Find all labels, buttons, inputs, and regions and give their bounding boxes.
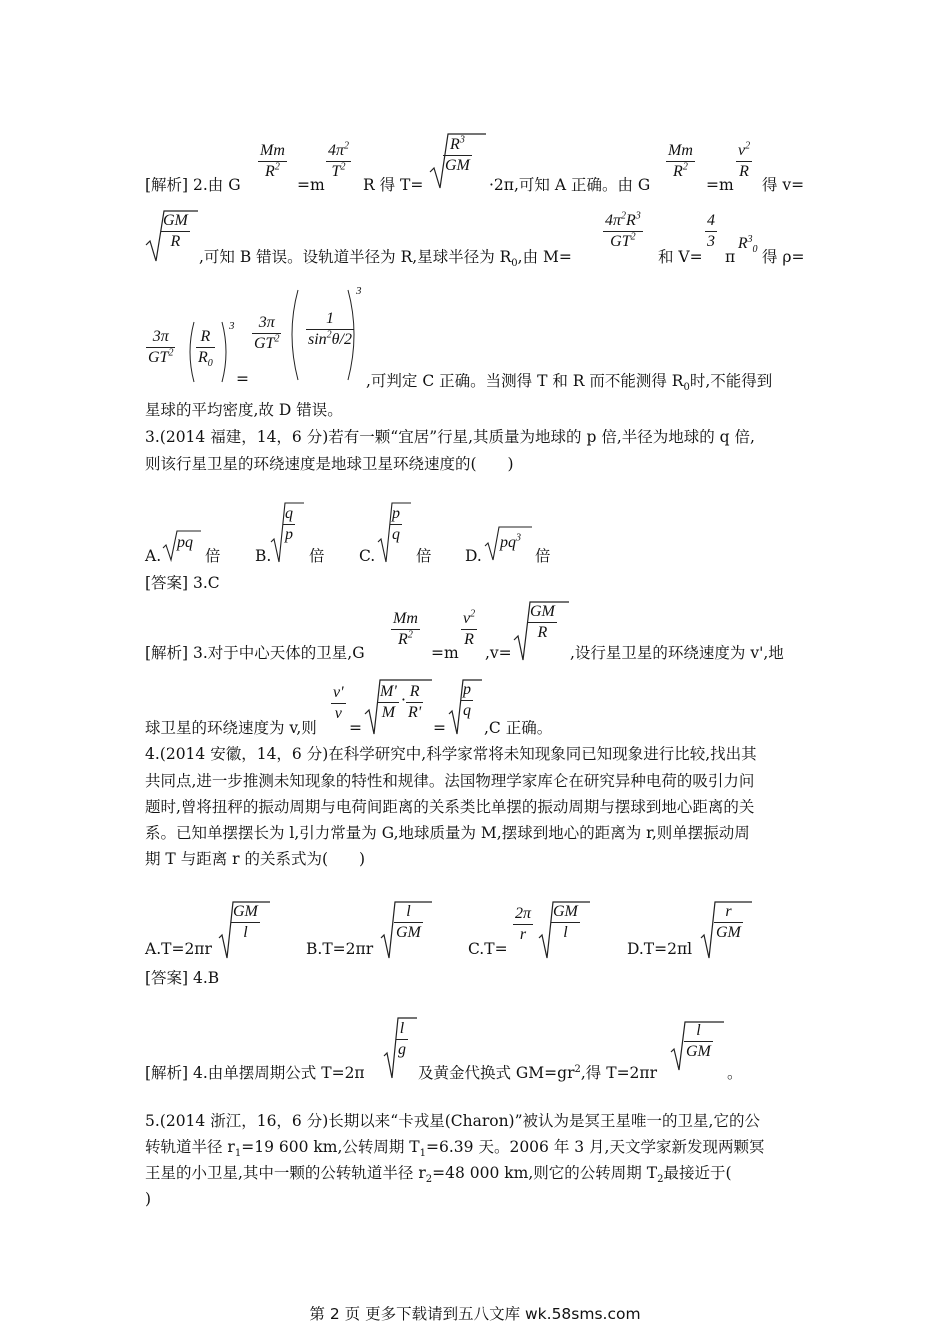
fraction-R-R0: R $R_0$: [198, 328, 213, 370]
q3-option-C[interactable]: C.: [359, 547, 376, 565]
q3-stem-2: 则该行星卫星的环绕速度是地球卫星环绕速度的( ): [145, 455, 514, 473]
q4-exp-d: 。: [727, 1064, 743, 1082]
q3-option-B[interactable]: B.: [255, 547, 272, 565]
q3-exp-2b: =: [349, 719, 362, 737]
R0-cubed: $R^3_0$: [738, 233, 758, 256]
q3-option-A-bei: 倍: [205, 547, 221, 565]
q2-text-1b: =m: [297, 176, 325, 194]
q4-stem-1: 4.(2014 安徽，14，6 分)在科学研究中,科学家常将未知现象同已知现象进行比较,找出其: [145, 745, 757, 763]
q3-option-D[interactable]: D.: [465, 547, 482, 565]
q3-exp-1d: ,设行星卫星的环绕速度为 v',地: [570, 644, 784, 662]
q4-exp-a: [解析] 4.由单摆周期公式 T=2π: [145, 1064, 365, 1082]
q3-option-A[interactable]: A.: [145, 547, 162, 565]
fraction-4pi2-T2: $4\pi^2$ $T^2$: [328, 140, 350, 180]
q3-option-C-bei: 倍: [416, 547, 432, 565]
q4-exp-b: 及黄金代换式 $GM=gr^2$,得 T=2πr: [418, 1063, 658, 1082]
q3-exp-2a: 球卫星的环绕速度为 v,则: [145, 719, 317, 737]
q4-stem-5: 期 T 与距离 r 的关系式为( ): [145, 850, 366, 868]
q3-exp-1b: =m: [431, 644, 459, 662]
q3-option-B-bei: 倍: [309, 547, 325, 565]
q2-text-1a: [解析] 2.由 G: [145, 176, 241, 194]
q4-stem-4: 系。已知单摆摆长为 l,引力常量为 G,地球质量为 M,摆球到地心的距离为 r,则单摆振动周: [145, 824, 750, 842]
exponent-3: 3: [229, 320, 235, 332]
fraction-GM-l: GM l: [233, 903, 258, 941]
q4-option-A[interactable]: A.T=2πr: [145, 940, 212, 958]
fraction-3pi-GT2: 3π $GT^2$: [148, 328, 174, 366]
page-footer: 第 2 页 更多下载请到五八文库 wk.58sms.com: [309, 1305, 641, 1323]
fraction-p-q: p q: [392, 505, 400, 543]
q2-text-1e: =m: [706, 176, 734, 194]
fraction-1-sin2: 1 $\sin^2\theta/2$: [308, 310, 352, 348]
fraction-3pi-GT2-b: 3π $GT^2$: [254, 314, 280, 352]
fraction-R-Rprime: R R': [408, 683, 422, 721]
q4-stem-2: 共同点,进一步推测未知现象的特性和规律。法国物理学家库仑在研究异种电荷的吸引力问: [145, 772, 755, 790]
q2-text-3a: =: [236, 370, 249, 388]
q5-stem-1: 5.(2014 浙江，16，6 分)长期以来“卡戎星(Charon)”被认为是冥王星唯一的卫星,它的公: [145, 1112, 760, 1130]
q2-text-2d: π: [725, 248, 736, 266]
fraction-GM-R: GM R: [163, 212, 188, 250]
q2-text-1c: R 得 T=: [363, 176, 424, 194]
q4-option-D[interactable]: D.T=2πl: [627, 940, 693, 958]
exponent-3b: 3: [356, 285, 362, 297]
fraction-GM-l-b: GM l: [553, 903, 578, 941]
fraction-l-GM-b: l GM: [686, 1022, 711, 1060]
fraction-4pi2R3-GT2: $4\pi^2R^3$ $GT^2$: [605, 210, 641, 250]
fraction-l-g: l g: [398, 1020, 406, 1058]
q3-exp-2c: =: [433, 719, 446, 737]
fraction-v2-R-b: $v^2$ R: [463, 608, 476, 648]
fraction-R3-GM: $R^3$ GM: [445, 134, 470, 174]
q3-exp-1c: ,v=: [485, 644, 512, 662]
q3-exp-1a: [解析] 3.对于中心天体的卫星,G: [145, 644, 365, 662]
q2-text-1d: ·2π,可知 A 正确。由 G: [489, 176, 651, 194]
q3-exp-2d: ,C 正确。: [484, 719, 553, 737]
sqrt-icon: [364, 676, 434, 736]
q3-answer: [答案] 3.C: [145, 574, 220, 592]
q2-text-4: 星球的平均密度,故 D 错误。: [145, 401, 343, 419]
fraction-q-p: q p: [285, 505, 293, 543]
q4-stem-3: 题时,曾将扭秤的振动周期与电荷间距离的关系类比单摆的振动周期与摆球到地心距离的关: [145, 798, 755, 816]
fraction-vprime-v: v' v: [333, 684, 344, 722]
fraction-v2-R: $v^2$ R: [738, 140, 751, 180]
fraction-Mm-R2-b: Mm $R^2$: [668, 142, 693, 180]
q5-stem-2: 转轨道半径 $r_1=19$ 600 km,公转周期 $T_1=6.39$ 天。2006 年 3 月,天文学家新发现两颗冥: [145, 1138, 765, 1160]
fraction-Mprime-M: M' M: [380, 683, 397, 721]
q5-stem-4: ): [145, 1190, 152, 1208]
q4-answer: [答案] 4.B: [145, 969, 220, 987]
fraction-l-GM: l GM: [396, 903, 421, 941]
q2-text-2e: 得 ρ=: [762, 248, 805, 266]
fraction-p-q-b: p q: [463, 681, 471, 719]
q3-stem-1: 3.(2014 福建，14，6 分)若有一颗“宜居”行星,其质量为地球的 p 倍,半径为地球的 q 倍,: [145, 428, 755, 446]
q4-option-C[interactable]: C.T=: [468, 940, 508, 958]
sqrt-pq3: $pq^3$: [500, 532, 521, 551]
q2-text-2a: ,可知 B 错误。设轨道半径为 R,星球半径为 $R_0$,由 M=: [199, 248, 572, 270]
q2-text-3b: ,可判定 C 正确。当测得 T 和 R 而不能测得 $R_0$时,不能得到: [366, 372, 773, 394]
fraction-GM-R-b: GM R: [530, 603, 555, 641]
q2-text-1f: 得 v=: [762, 176, 805, 194]
q4-option-B[interactable]: B.T=2πr: [306, 940, 374, 958]
dot: ·: [401, 691, 406, 709]
fraction-2pi-r: 2π r: [515, 905, 532, 943]
fraction-r-GM: r GM: [716, 903, 741, 941]
q2-text-2c: 和 V=: [658, 248, 703, 266]
sqrt-pq: pq: [177, 534, 193, 551]
q3-option-D-bei: 倍: [535, 547, 551, 565]
fraction-4-3: 4 3: [707, 212, 715, 250]
fraction-Mm-R2-c: Mm $R^2$: [393, 610, 418, 648]
q5-stem-3: 王星的小卫星,其中一颗的公转轨道半径 $r_2=48$ 000 km,则它的公转周期 $T_2$最接近于(: [145, 1164, 732, 1186]
fraction-Mm-R2: Mm $R^2$: [260, 142, 285, 180]
